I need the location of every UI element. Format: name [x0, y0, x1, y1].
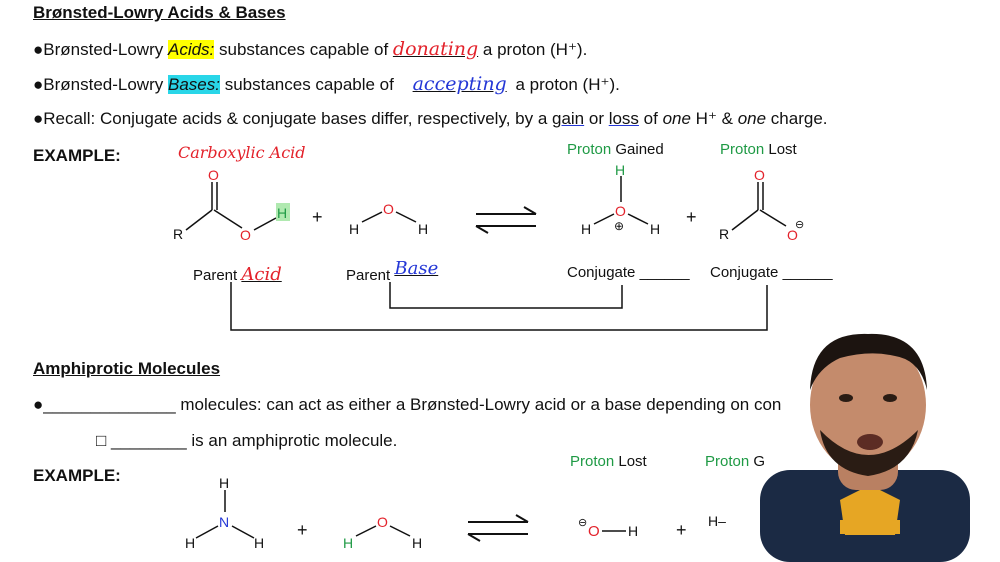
plus-sign: + — [297, 520, 308, 540]
acid-suffix: a proton (H⁺). — [478, 40, 588, 59]
amphiprotic-text: molecules: can act as either a Brønsted-Lowry acid or a base depending on con — [175, 395, 782, 414]
conjugate-acid-label — [567, 264, 690, 281]
parent-base-label — [346, 258, 439, 285]
atom-h: H — [277, 205, 288, 221]
equilibrium-arrow-icon — [476, 207, 536, 233]
proton-lost-label-2 — [570, 453, 647, 470]
atom-h: H — [219, 475, 230, 491]
lost-word: Lost — [764, 141, 797, 158]
base-answer: Base — [394, 258, 439, 279]
proton-word: Proton — [567, 141, 612, 158]
one-word-1: one — [662, 109, 691, 128]
base-suffix: a proton (H⁺). — [510, 75, 620, 94]
atom-o: O — [754, 167, 765, 183]
of-word: of — [638, 109, 663, 128]
acid-prefix: ●Brønsted-Lowry — [33, 40, 168, 59]
bases-highlight: Bases: — [167, 75, 220, 94]
presenter-video — [720, 320, 1000, 562]
acid-answer: Acid — [241, 264, 282, 285]
gained-word: G — [749, 453, 766, 470]
blank-line: ________ — [111, 431, 187, 450]
partial-structure: H– — [708, 513, 726, 529]
conjugate-pair-brackets — [231, 282, 767, 330]
atom-r: R — [173, 226, 184, 242]
conjugate-base-label — [710, 264, 833, 281]
amphiprotic-definition — [33, 395, 781, 415]
recall-prefix: ●Recall: — [33, 109, 100, 128]
bullet: ● — [33, 395, 44, 414]
recall-text: Conjugate acids & conjugate bases differ, respectively, by a — [99, 109, 552, 128]
blank-line: ______ — [639, 264, 690, 281]
gained-word: Gained — [611, 141, 664, 158]
atom-h: H — [185, 535, 196, 551]
h-word: H⁺ & — [690, 109, 738, 128]
lost-word: Lost — [614, 453, 647, 470]
negative-charge-icon: ⊖ — [578, 517, 588, 529]
plus-sign: + — [312, 207, 323, 227]
proton-word: Proton — [705, 453, 750, 470]
parent-acid-label — [193, 264, 282, 285]
amphiprotic-example-text: is an amphiprotic molecule. — [186, 431, 398, 450]
one-word-2: one — [737, 109, 767, 128]
atom-h: H — [628, 523, 639, 539]
proton-word: Proton — [720, 141, 765, 158]
atom-h: H — [615, 162, 626, 178]
accepting-answer: accepting — [412, 73, 507, 95]
section-title-bronsted: Brønsted-Lowry Acids & Bases — [33, 3, 286, 22]
atom-h: H — [650, 221, 661, 237]
example-label-2: EXAMPLE: — [33, 466, 121, 485]
parent-word: Parent — [346, 267, 391, 284]
section-title-amphiprotic: Amphiprotic Molecules — [33, 359, 221, 378]
or-word: or — [584, 109, 609, 128]
atom-o: O — [208, 167, 219, 183]
atom-h: H — [349, 221, 360, 237]
plus-sign: + — [686, 207, 697, 227]
atom-o: O — [615, 203, 626, 219]
atom-h: H — [412, 535, 423, 551]
atom-r: R — [719, 226, 730, 242]
base-prefix: ●Brønsted-Lowry — [33, 75, 168, 94]
conjugate-word: Conjugate — [567, 264, 636, 281]
atom-h: H — [254, 535, 265, 551]
atom-o: O — [383, 201, 394, 217]
parent-word: Parent — [193, 267, 238, 284]
atom-h: H — [418, 221, 429, 237]
conjugate-word: Conjugate — [710, 264, 779, 281]
carboxylic-acid-annotation: Carboxylic Acid — [178, 143, 306, 162]
atom-o: O — [240, 227, 251, 243]
plus-sign: + — [676, 520, 687, 540]
atom-o: O — [588, 523, 600, 540]
checkbox-icon: □ — [96, 431, 107, 450]
acid-middle: substances capable of — [214, 40, 393, 59]
gain-word: gain — [552, 109, 585, 128]
charge-word: charge. — [766, 109, 828, 128]
base-middle: substances capable of — [219, 75, 399, 94]
example-label-1: EXAMPLE: — [33, 146, 121, 165]
proton-word: Proton — [570, 453, 615, 470]
amphiprotic-checkbox-line — [96, 431, 397, 451]
acids-highlight: Acids: — [167, 40, 215, 59]
atom-h: H — [581, 221, 592, 237]
atom-o: O — [377, 514, 388, 530]
atom-n: N — [219, 514, 230, 530]
atom-o: O — [787, 227, 798, 243]
negative-charge-icon: ⊖ — [795, 219, 805, 231]
positive-charge-icon: ⊕ — [614, 219, 625, 233]
equilibrium-arrow-icon — [468, 515, 528, 541]
loss-word: loss — [608, 109, 639, 128]
blank-line: ______________ — [43, 395, 176, 414]
donating-answer: donating — [392, 38, 479, 60]
blank-line: ______ — [782, 264, 833, 281]
atom-h: H — [343, 535, 354, 551]
carboxylic-acid-structure — [186, 182, 290, 230]
